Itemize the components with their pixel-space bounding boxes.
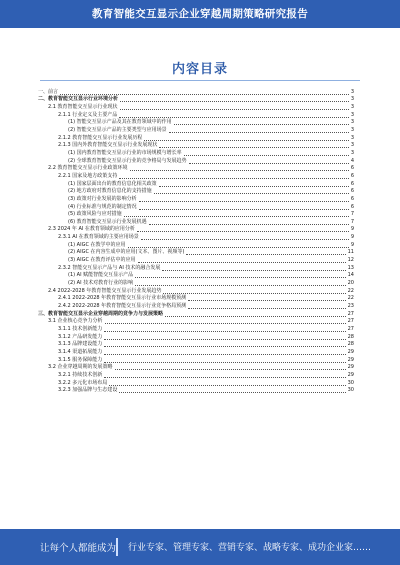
toc-entry-label: 3.1.1 技术创新能力 — [58, 326, 103, 332]
toc-leader-dots — [149, 224, 349, 225]
toc-entry[interactable] — [38, 172, 354, 180]
toc-entry[interactable] — [38, 226, 354, 234]
toc-leader-dots — [119, 392, 345, 393]
toc-entry-label: 2.1.2 教育智能交互显示行业发展历程 — [58, 134, 143, 141]
toc-entry-label: 一、前言 — [38, 88, 59, 95]
toc-leader-dots — [165, 316, 346, 317]
toc-entry-page: 20 — [347, 280, 354, 287]
toc-heading: 内容目录 — [171, 62, 228, 77]
toc-leader-dots — [124, 216, 349, 217]
toc-entry[interactable] — [38, 333, 354, 341]
toc-leader-dots — [104, 346, 345, 347]
toc-entry[interactable] — [38, 111, 354, 119]
toc-entry-page: 3 — [350, 149, 354, 156]
toc-leader-dots — [163, 293, 345, 294]
toc-leader-dots — [128, 247, 349, 248]
toc-entry-label: (2) AIGC 在内容生成中的应用(文本、图片、视频等) — [68, 249, 185, 256]
toc-entry-page: 6 — [350, 180, 354, 187]
toc-entry[interactable] — [38, 302, 354, 310]
toc-entry-label: (1) 智能交互显示产品及其在教育领域中的作用 — [68, 119, 172, 126]
table-of-contents — [38, 88, 354, 394]
toc-divider — [40, 80, 360, 81]
toc-entry[interactable] — [38, 180, 354, 188]
toc-leader-dots — [189, 163, 349, 164]
toc-leader-dots — [119, 178, 348, 179]
toc-leader-dots — [159, 186, 349, 187]
header-bar — [0, 0, 400, 28]
toc-entry[interactable] — [38, 379, 354, 387]
toc-entry-page: 6 — [350, 165, 354, 172]
toc-entry[interactable] — [38, 188, 354, 196]
toc-entry-page: 29 — [347, 371, 354, 378]
toc-entry-page: 9 — [350, 241, 354, 248]
toc-entry-label: 2.3.2 智能交互显示产品与 AI 技术的融合发展 — [58, 264, 161, 271]
toc-entry-page: 3 — [350, 111, 354, 118]
toc-leader-dots — [104, 331, 345, 332]
toc-entry-label: 2.4.1 2022-2028 年教育智能交互显示行业市场规模预测 — [58, 295, 187, 302]
toc-entry[interactable] — [38, 325, 354, 333]
toc-entry[interactable] — [38, 218, 354, 226]
toc-entry-page: 28 — [347, 333, 354, 340]
toc-entry-label: 3.2.2 多元化市场布局 — [58, 379, 108, 386]
toc-entry[interactable] — [38, 119, 354, 127]
toc-entry[interactable] — [38, 272, 354, 280]
toc-entry-page: 29 — [347, 364, 354, 371]
toc-entry-label: (2) AI 技术对教育行业的影响 — [68, 280, 134, 287]
toc-entry[interactable] — [38, 165, 354, 173]
toc-entry-label: 3.2.1 持续技术创新 — [58, 371, 103, 378]
toc-entry-label: 2.1.3 国内外教育智能交互显示行业发展现状 — [58, 142, 158, 149]
toc-entry-page: 6 — [350, 195, 354, 202]
toc-entry-label: 2.1.1 行业定义及主要产品 — [58, 111, 118, 118]
toc-entry[interactable] — [38, 211, 354, 219]
toc-leader-dots — [154, 193, 349, 194]
toc-leader-dots — [104, 354, 345, 355]
toc-entry-page: 9 — [350, 234, 354, 241]
toc-leader-dots — [139, 209, 349, 210]
toc-leader-dots — [162, 270, 345, 271]
toc-entry-page: 9 — [350, 226, 354, 233]
toc-entry-label: 2.1 教育智能交互显示行业现状 — [48, 103, 118, 110]
toc-entry-label: 2.2.1 国家及地方政策支持 — [58, 172, 118, 179]
toc-entry-page: 27 — [347, 310, 354, 317]
toc-leader-dots — [135, 277, 345, 278]
toc-leader-dots — [104, 339, 345, 340]
toc-entry-label: 3.1 企业核心竞争力分析 — [48, 318, 103, 325]
toc-entry[interactable] — [38, 364, 354, 372]
toc-entry-page: 7 — [350, 218, 354, 225]
toc-entry-label: (5) 政策风险与应对措施 — [68, 211, 122, 218]
toc-entry[interactable] — [38, 264, 354, 272]
toc-entry[interactable] — [38, 387, 354, 395]
toc-entry[interactable] — [38, 195, 354, 203]
toc-entry-label: (1) AI 赋能智能交互显示产品 — [68, 272, 134, 279]
toc-leader-dots — [188, 308, 345, 309]
toc-leader-dots — [104, 377, 345, 378]
toc-entry-label: 3.1.4 渠道拓展能力 — [58, 348, 103, 355]
toc-entry[interactable] — [38, 256, 354, 264]
toc-entry-page: 6 — [350, 172, 354, 179]
toc-entry[interactable] — [38, 279, 354, 287]
toc-entry-page: 28 — [347, 341, 354, 348]
toc-entry-label: (6) 教育智能交互显示行业发展机遇 — [68, 218, 147, 225]
toc-entry-label: (3) AIGC 在教育评估中的应用 — [68, 257, 136, 264]
toc-entry-page: 12 — [347, 257, 354, 264]
toc-leader-dots — [141, 239, 349, 240]
toc-leader-dots — [104, 362, 345, 363]
toc-entry-label: (2) 地方政府对教育信息化的支持措施 — [68, 188, 152, 195]
toc-entry-page: 22 — [347, 295, 354, 302]
toc-leader-dots — [144, 140, 348, 141]
toc-entry[interactable] — [38, 310, 354, 318]
toc-entry-label: 2.2 教育智能交互显示行业政策环境 — [48, 165, 128, 172]
toc-entry[interactable] — [38, 318, 354, 326]
toc-leader-dots — [105, 323, 346, 324]
toc-entry[interactable] — [38, 287, 354, 295]
toc-leader-dots — [139, 201, 349, 202]
toc-entry[interactable] — [38, 341, 354, 349]
toc-leader-dots — [120, 109, 349, 110]
toc-entry[interactable] — [38, 249, 354, 257]
toc-entry-label: (2) 智能交互显示产品的主要类型与应用场景 — [68, 126, 167, 133]
toc-leader-dots — [138, 262, 346, 263]
toc-leader-dots — [119, 117, 348, 118]
toc-entry-page: 29 — [347, 356, 354, 363]
footer-bar — [0, 529, 400, 565]
toc-leader-dots — [60, 94, 349, 95]
toc-entry[interactable] — [38, 233, 354, 241]
toc-entry-page: 3 — [350, 134, 354, 141]
toc-entry-page: 11 — [347, 249, 354, 256]
toc-leader-dots — [135, 285, 345, 286]
toc-leader-dots — [174, 124, 349, 125]
toc-entry-label: (1) 国内教育智能交互显示行业的市场规模与增长率 — [68, 149, 182, 156]
toc-entry-label: 三、教育智能交互显示企业穿越周期的竞争力与发展策略 — [38, 310, 164, 317]
toc-entry-label: 2.4.2 2022-2028 年教育智能交互显示行业竞争格局预测 — [58, 303, 187, 310]
toc-entry-page: 14 — [347, 272, 354, 279]
toc-leader-dots — [186, 254, 345, 255]
toc-entry-label: 2.4 2022-2028 年教育智能交互显示行业发展趋势 — [48, 287, 162, 294]
toc-entry-page: 22 — [347, 287, 354, 294]
toc-entry-label: 3.1.5 服务保障能力 — [58, 356, 103, 363]
toc-entry[interactable] — [38, 96, 354, 104]
toc-entry[interactable] — [38, 241, 354, 249]
toc-entry[interactable] — [38, 371, 354, 379]
toc-entry-page: 13 — [347, 264, 354, 271]
toc-entry-page: 3 — [350, 142, 354, 149]
toc-entry[interactable] — [38, 348, 354, 356]
toc-entry-label: 3.2 企业穿越周期的发展策略 — [48, 364, 113, 371]
toc-entry[interactable] — [38, 203, 354, 211]
toc-leader-dots — [109, 385, 345, 386]
toc-entry-label: (4) 行业标准与规范的制定情况 — [68, 203, 137, 210]
toc-leader-dots — [120, 101, 349, 102]
toc-entry-page: 29 — [347, 348, 354, 355]
toc-entry-page: 4 — [350, 157, 354, 164]
toc-entry-label: 二、教育智能交互显示行业环境分析 — [38, 96, 119, 103]
toc-entry-page: 3 — [350, 96, 354, 103]
toc-entry-page: 3 — [350, 119, 354, 126]
toc-leader-dots — [137, 231, 349, 232]
toc-entry-label: 3.1.2 产品研发能力 — [58, 333, 103, 340]
footer-slogan: 让每个人都能成为 — [40, 543, 117, 554]
toc-entry-page: 3 — [350, 126, 354, 133]
toc-entry-page: 30 — [347, 379, 354, 386]
toc-entry-page: 27 — [347, 318, 354, 325]
toc-entry-label: 2.3 2024 年 AI 在教育领域的应用分析 — [48, 226, 135, 233]
toc-entry-page: 3 — [350, 103, 354, 110]
toc-entry[interactable] — [38, 126, 354, 134]
toc-entry[interactable] — [38, 157, 354, 165]
toc-leader-dots — [169, 132, 349, 133]
toc-entry[interactable] — [38, 149, 354, 157]
toc-entry-label: (1) 国家层面出台的教育信息化相关政策 — [68, 180, 157, 187]
toc-entry-page: 6 — [350, 203, 354, 210]
toc-entry-label: 2.3.1 AI 在教育领域的主要应用场景 — [58, 234, 139, 241]
toc-entry-page: 7 — [350, 211, 354, 218]
toc-entry-label: 3.2.3 加强品牌与生态建设 — [58, 387, 118, 394]
toc-leader-dots — [188, 300, 345, 301]
toc-leader-dots — [115, 369, 346, 370]
toc-entry[interactable] — [38, 134, 354, 142]
toc-entry-page: 30 — [347, 387, 354, 394]
toc-entry[interactable] — [38, 142, 354, 150]
toc-entry-page: 3 — [350, 88, 354, 95]
footer-separator — [116, 538, 118, 556]
toc-entry-label: (2) 全球教育智能交互显示行业的竞争格局与发展趋势 — [68, 157, 187, 164]
toc-entry-page: 27 — [347, 326, 354, 332]
toc-entry[interactable] — [38, 103, 354, 111]
toc-entry[interactable] — [38, 88, 354, 96]
toc-leader-dots — [184, 155, 349, 156]
toc-entry-label: (3) 政策对行业发展的影响分析 — [68, 195, 137, 202]
toc-leader-dots — [130, 170, 349, 171]
toc-leader-dots — [159, 147, 348, 148]
toc-entry[interactable] — [38, 295, 354, 303]
toc-entry-label: (1) AIGC 在教学中的应用 — [68, 241, 126, 248]
report-title: 教育智能交互显示企业穿越周期策略研究报告 — [92, 8, 308, 20]
toc-entry-page: 6 — [350, 188, 354, 195]
toc-entry[interactable] — [38, 356, 354, 364]
toc-entry-label: 3.1.3 品牌建设能力 — [58, 341, 103, 348]
toc-entry-page: 23 — [347, 303, 354, 310]
footer-tagline: 行业专家、管理专家、营销专家、战略专家、成功企业家…… — [128, 543, 372, 553]
